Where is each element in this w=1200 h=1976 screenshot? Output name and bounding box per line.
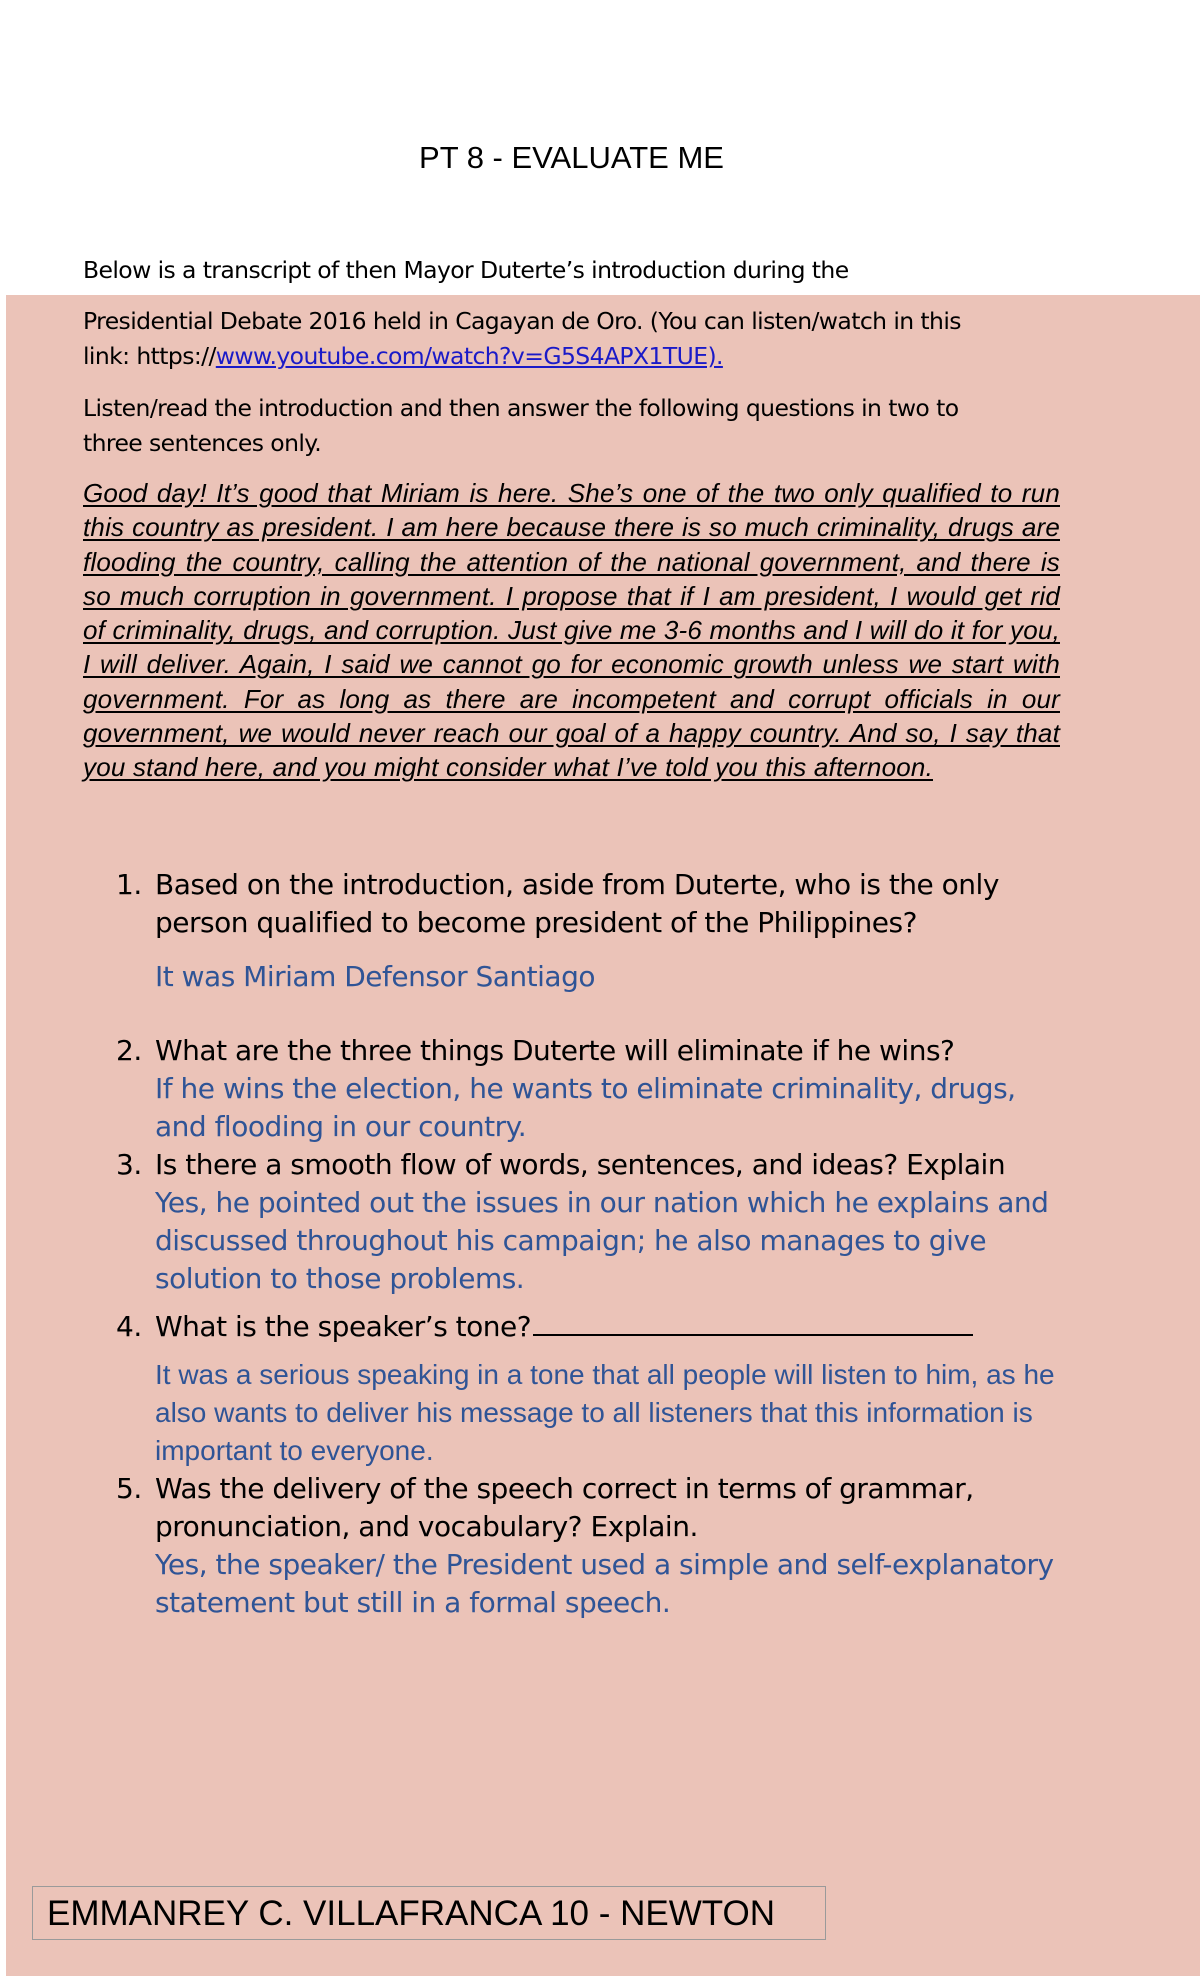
- link-prefix: link: https://: [83, 342, 216, 370]
- question-text: Was the delivery of the speech correct in terms of grammar, pronunciation, and vocabulary? Explain.: [155, 1472, 974, 1543]
- question-number: 2.: [116, 1034, 142, 1067]
- youtube-link[interactable]: www.youtube.com/watch?v=G5S4APX1TUE).: [215, 342, 723, 370]
- question-number: 1.: [116, 868, 142, 901]
- question-text: Is there a smooth flow of words, sentences, and ideas? Explain: [155, 1148, 1006, 1181]
- answer-blank-line: [533, 1334, 973, 1336]
- answer-2: If he wins the election, he wants to eliminate criminality, drugs, and flooding in our country.: [155, 1072, 1016, 1143]
- student-name-box: EMMANREY C. VILLAFRANCA 10 - NEWTON: [32, 1886, 826, 1940]
- answer-1: It was Miriam Defensor Santiago: [155, 960, 595, 993]
- answer-5: Yes, the speaker/ the President used a simple and self-explanatory statement but still in a formal speech.: [155, 1548, 1054, 1619]
- speech-transcript: Good day! It’s good that Miriam is here. She’s one of the two only qualified to run this country as president. I am here because there is so much criminality, drugs are flooding the country, calling the attention of the national government, and there is so much corruption in government. I propose that if I am president, I would get rid of criminality, drugs, and corruption. Just give me 3-6 months and I will do it for you, I will deliver. Again, I said we cannot go for economic growth unless we start with government. For as long as there are incompetent and corrupt officials in our government, we would never reach our goal of a happy country. And so, I say that you stand here, and you might consider what I’ve told you this afternoon.: [83, 478, 1060, 783]
- instructions-line-1: Listen/read the introduction and then answer the following questions in two to: [83, 394, 959, 422]
- intro-line-2: Presidential Debate 2016 held in Cagayan de Oro. (You can listen/watch in this: [83, 307, 961, 335]
- question-number: 5.: [116, 1472, 142, 1505]
- question-text: What are the three things Duterte will eliminate if he wins?: [155, 1034, 955, 1067]
- intro-link-line: [83, 338, 1063, 374]
- page-title: PT 8 - EVALUATE ME: [419, 140, 724, 175]
- question-number: 4.: [116, 1310, 142, 1343]
- answer-3: Yes, he pointed out the issues in our nation which he explains and discussed throughout his campaign; he also manages to give solution to those problems.: [155, 1186, 1049, 1295]
- question-number: 3.: [116, 1148, 142, 1181]
- instructions-line-2: three sentences only.: [83, 429, 322, 457]
- question-text: Based on the introduction, aside from Duterte, who is the only person qualified to become president of the Philippines?: [155, 868, 999, 939]
- question-text: [155, 1308, 1075, 1346]
- question-4-text: What is the speaker’s tone?: [155, 1310, 532, 1343]
- answer-4: It was a serious speaking in a tone that all people will listen to him, as he also wants to deliver his message to all listeners that this information is important to everyone.: [155, 1359, 1055, 1466]
- intro-line-1: Below is a transcript of then Mayor Duterte’s introduction during the: [83, 256, 849, 284]
